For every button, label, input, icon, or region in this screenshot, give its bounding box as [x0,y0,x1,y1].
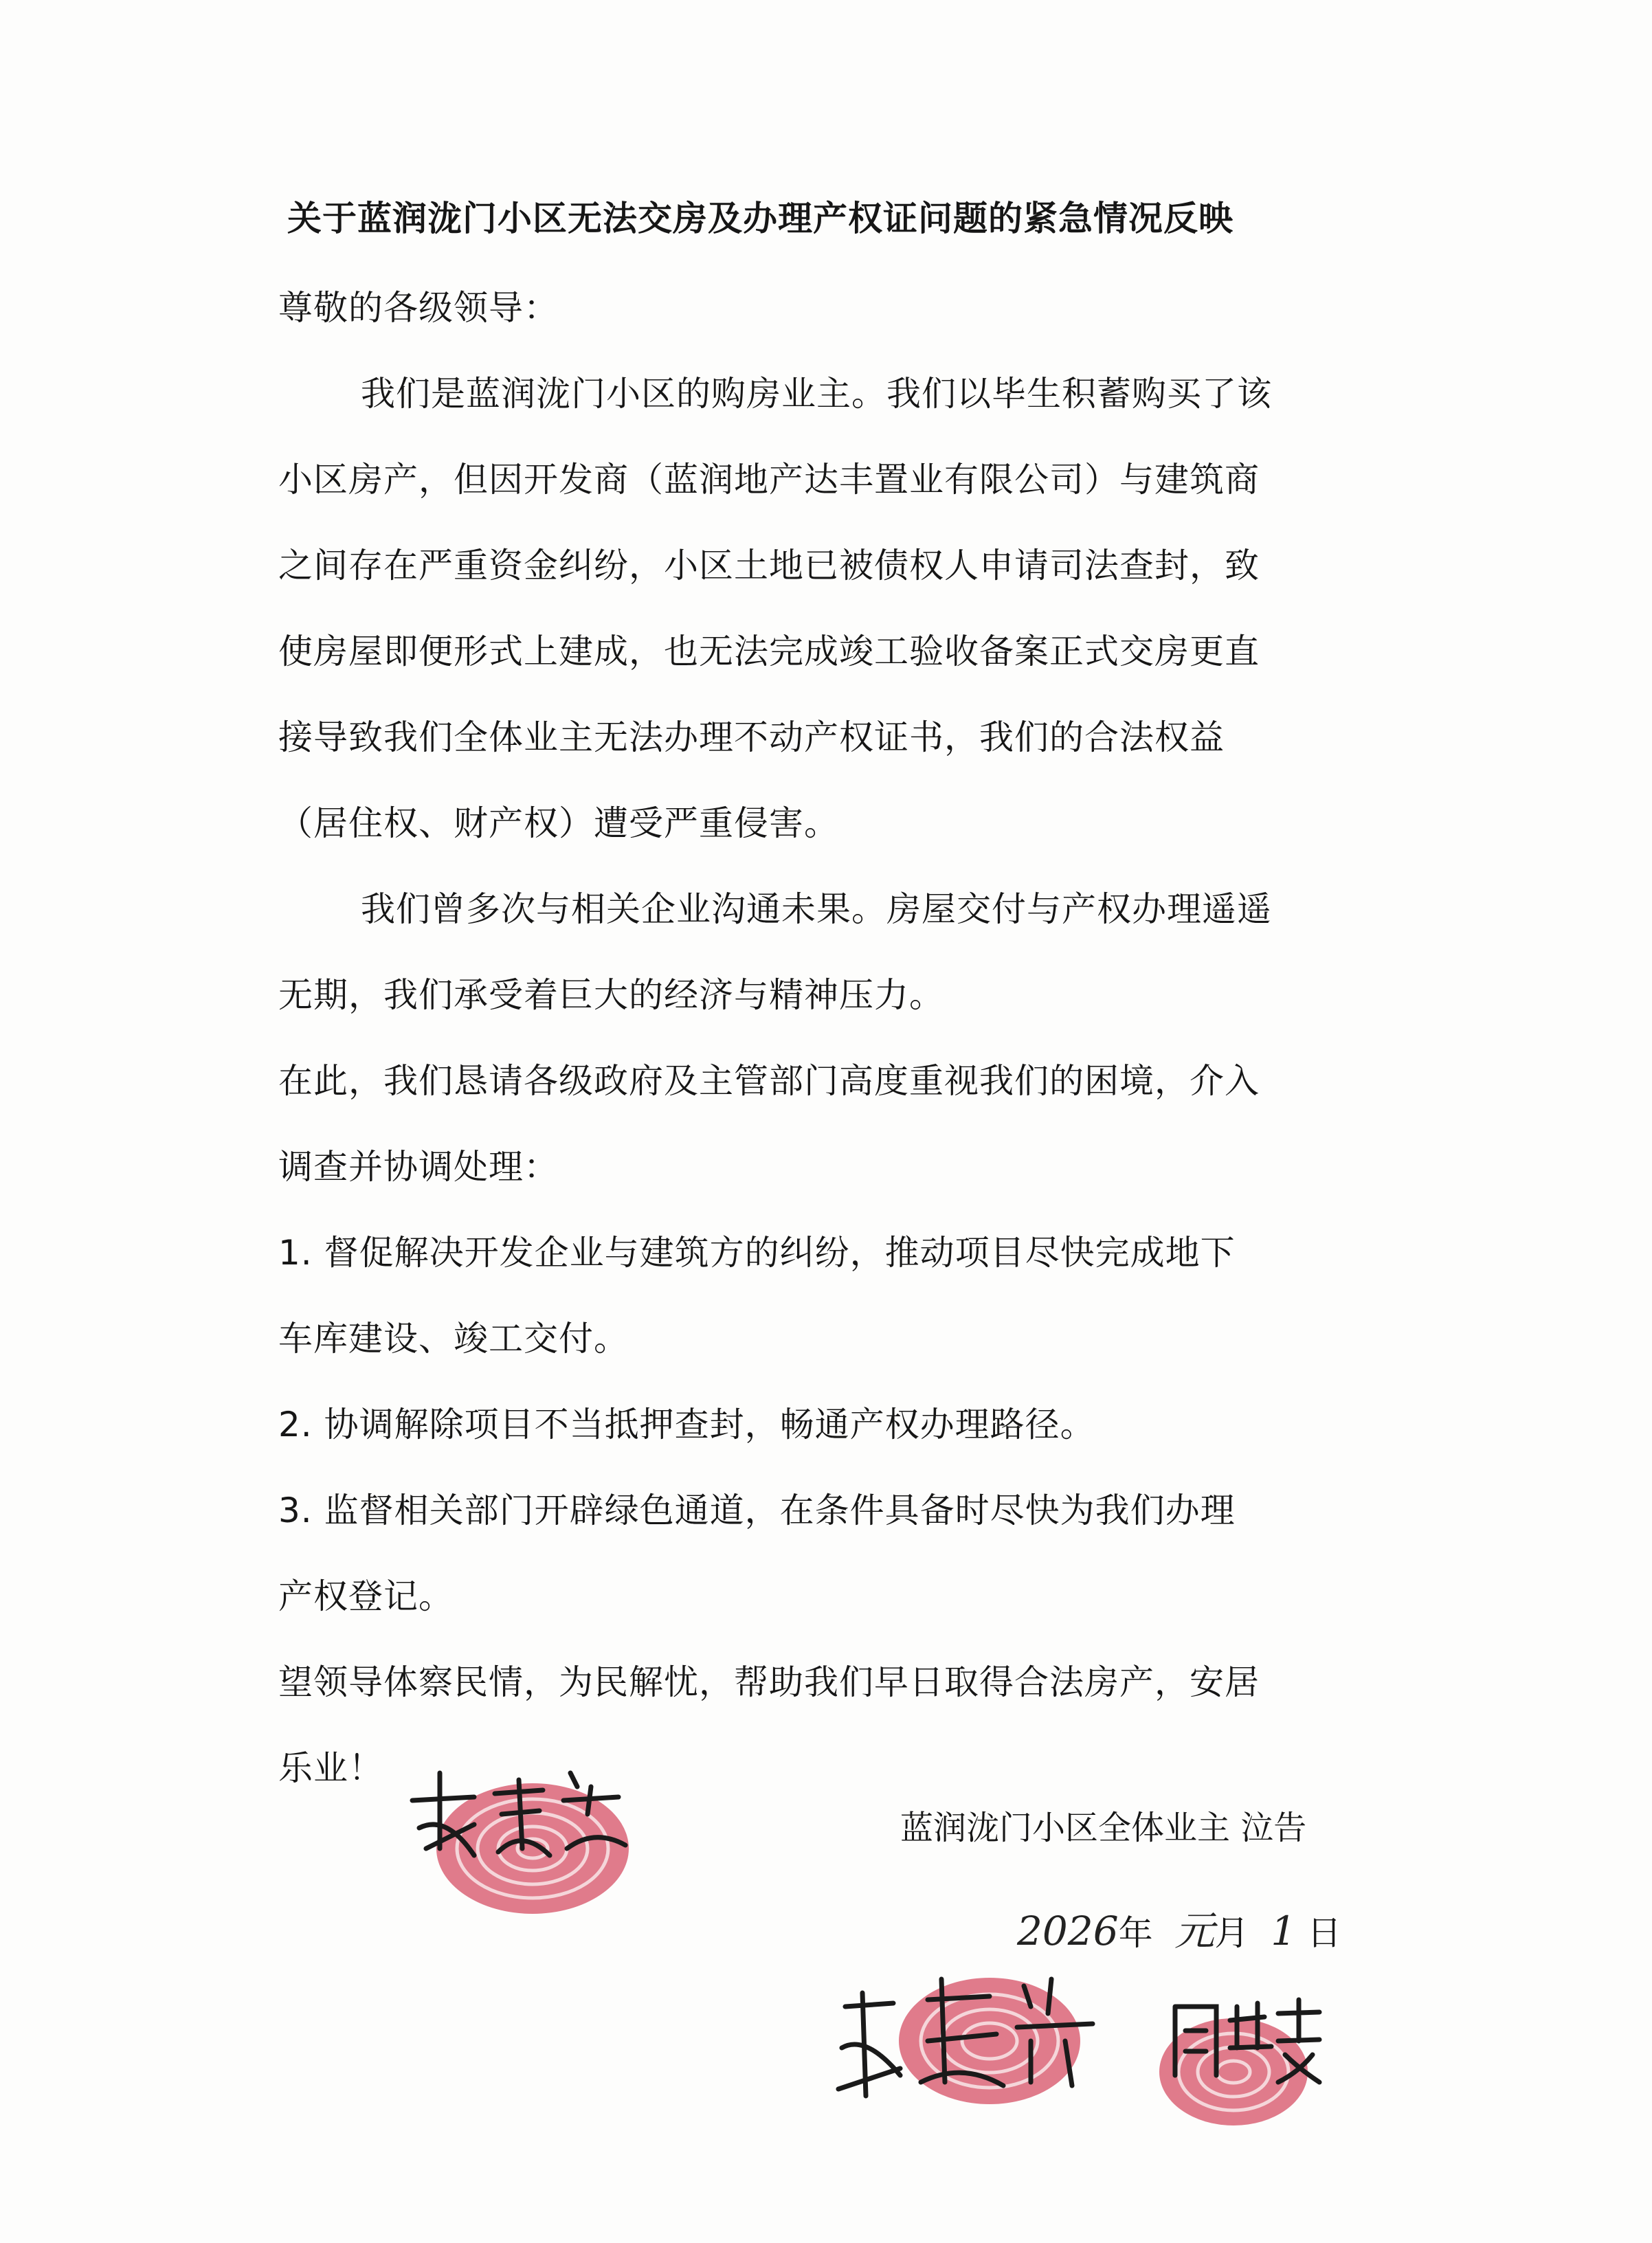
request-item-1: 1. 督促解决开发企业与建筑方的纠纷，推动项目尽快完成地下 [278,1233,1236,1273]
date-month-unit: 月 [1214,1913,1249,1953]
handwritten-signature [399,1759,632,1869]
body-line: 小区房产，但因开发商（蓝润地产达丰置业有限公司）与建筑商 [278,460,1260,500]
request-item-3: 3. 监督相关部门开辟绿色通道，在条件具备时尽快为我们办理 [278,1491,1236,1530]
body-line: 产权登记。 [278,1576,454,1616]
date-year-unit: 年 [1118,1913,1153,1953]
closing-line: 望领导体察民情，为民解忧，帮助我们早日取得合法房产，安居 [278,1662,1260,1702]
signatory-line: 蓝润泷门小区全体业主 泣告 [900,1809,1307,1847]
date-line [1017,1910,1341,1954]
body-line: 无期，我们承受着巨大的经济与精神压力。 [278,975,944,1015]
date-day: 1 [1271,1908,1297,1954]
body-line: 调查并协调处理： [278,1147,559,1187]
salutation: 尊敬的各级领导： [278,288,559,328]
body-line: 接导致我们全体业主无法办理不动产权证书，我们的合法权益 [278,717,1225,757]
document-title: 关于蓝润泷门小区无法交房及办理产权证问题的紧急情况反映 [287,199,1234,238]
body-line: 我们曾多次与相关企业沟通未果。房屋交付与产权办理遥遥 [361,889,1272,929]
date-day-unit: 日 [1307,1913,1342,1953]
handwritten-signature [1161,1993,1326,2089]
body-line: 车库建设、竣工交付。 [278,1319,629,1359]
body-line: 在此，我们恳请各级政府及主管部门高度重视我们的困境，介入 [278,1061,1260,1101]
body-line: 之间存在严重资金纠纷，小区土地已被债权人申请司法查封，致 [278,546,1260,585]
closing-line: 乐业！ [278,1748,383,1788]
date-month: 元 [1174,1908,1215,1954]
body-line: 使房屋即便形式上建成，也无法完成竣工验收备案正式交房更直 [278,632,1260,671]
request-item-2: 2. 协调解除项目不当抵押查封，畅通产权办理路径。 [278,1405,1095,1444]
body-line: （居住权、财产权）遭受严重侵害。 [278,803,839,843]
handwritten-signature [825,1965,1113,2103]
body-line: 我们是蓝润泷门小区的购房业主。我们以毕生积蓄购买了该 [361,374,1272,414]
date-year: 2026 [1017,1908,1119,1954]
